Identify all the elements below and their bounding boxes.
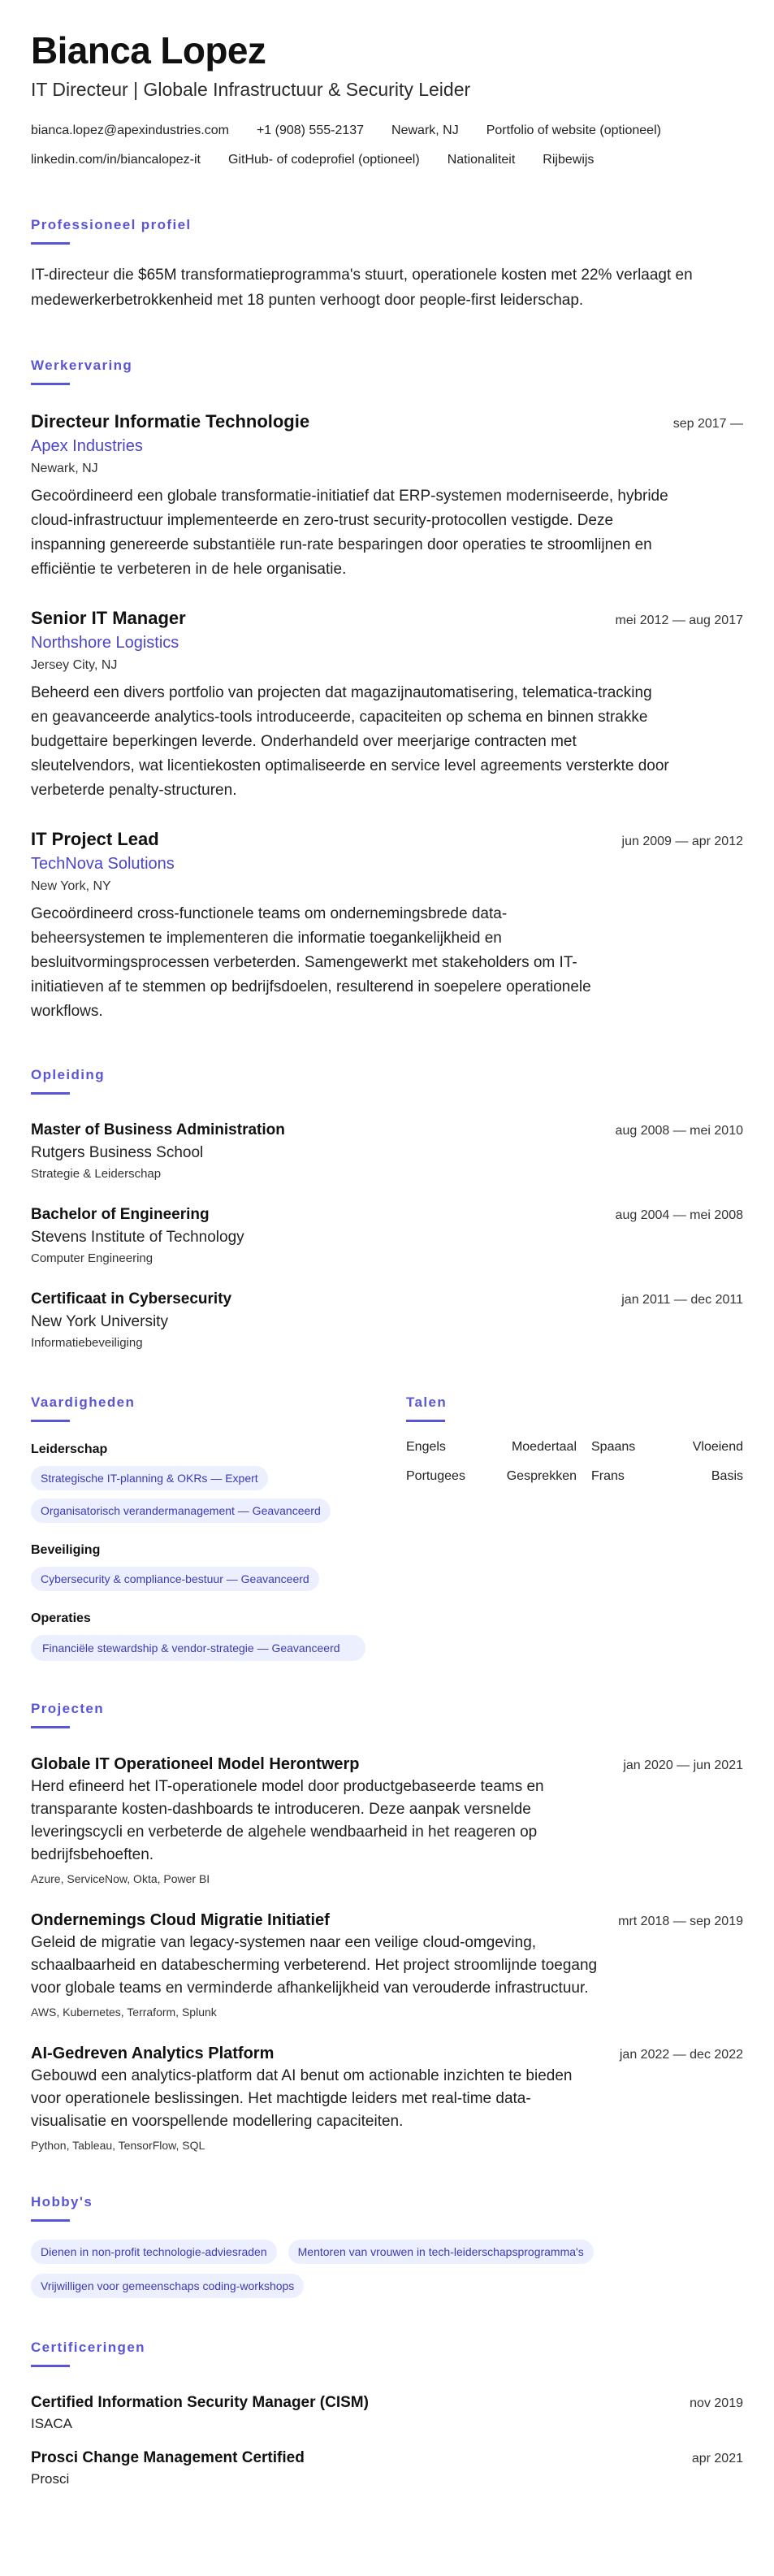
job-description: Beheerd een divers portfolio van projecten dat magazijnautomatisering, telematica-tracking en geavanceerde analytics-tools introduceerde, capaciteiten op schema en binnen strakke budgettaire beperkingen leverde. Onderhandeld over meerjarige contracten met sleutelvendors, wat licentiekosten optimaliseerde en service level agreements versterkte door verbeterde penalty-structuren. [31, 684, 669, 799]
job-company: Apex Industries [31, 437, 143, 455]
job-title: Senior IT Manager [31, 608, 186, 628]
section-title-languages: Talen [406, 1394, 448, 1410]
project-description: Geleid de migratie van legacy-systemen naar een veilige cloud-omgeving, schaalbaarheid en databescherming verbeterend. Het project stroomlijnde toegang voor globale teams en verminderde afhankelijkheid van verouderde infrastructuur. [31, 1934, 598, 1997]
education-section [31, 1066, 743, 1353]
section-divider [31, 1420, 70, 1422]
profile-section [31, 216, 743, 313]
job-title: IT Project Lead [31, 829, 159, 849]
contact-github[interactable]: GitHub- of codeprofiel (optioneel) [228, 153, 420, 167]
job-location: Jersey City, NJ [31, 658, 118, 672]
language-name: Portugees [406, 1469, 465, 1483]
job-location: New York, NY [31, 879, 111, 893]
job-company: Northshore Logistics [31, 634, 179, 652]
job-company: TechNova Solutions [31, 855, 175, 873]
language-level: Basis [711, 1469, 743, 1483]
language-level: Vloeiend [692, 1440, 743, 1454]
skill-group-title: Leiderschap [31, 1442, 108, 1456]
project-title: AI-Gedreven Analytics Platform [31, 2045, 275, 2062]
project-entry [31, 1753, 743, 1888]
section-divider [31, 2219, 70, 2222]
section-divider [31, 1726, 70, 1728]
skill-chips [31, 1567, 406, 1591]
project-tech: Azure, ServiceNow, Okta, Power BI [31, 1872, 210, 1885]
language-name: Spaans [591, 1440, 636, 1454]
hobby-chip: Mentoren van vrouwen in tech-leiderschapsprogramma's [288, 2240, 594, 2264]
contact-info [31, 119, 762, 172]
education-entry [31, 1119, 743, 1184]
project-tech: AWS, Kubernetes, Terraform, Splunk [31, 2006, 217, 2019]
section-title-education: Opleiding [31, 1067, 105, 1082]
candidate-name: Bianca Lopez [31, 29, 266, 72]
contact-portfolio[interactable]: Portfolio of website (optioneel) [486, 124, 661, 137]
resume-header [31, 28, 743, 172]
project-title: Ondernemings Cloud Migratie Initiatief [31, 1911, 330, 1929]
skill-chips [31, 1635, 406, 1661]
language-name: Frans [591, 1469, 625, 1483]
section-title-certifications: Certificeringen [31, 2340, 145, 2355]
project-entry [31, 1909, 743, 2021]
contact-location: Newark, NJ [391, 124, 459, 137]
education-date: jan 2011 — dec 2011 [621, 1293, 743, 1307]
job-entry [31, 827, 743, 1024]
languages-list [406, 1440, 743, 1484]
job-date: mei 2012 — aug 2017 [615, 614, 743, 627]
certification-entry [31, 2392, 743, 2434]
languages-section [406, 1394, 743, 1661]
skill-group [31, 1440, 406, 1523]
section-title-experience: Werkervaring [31, 358, 133, 373]
certification-issuer: Prosci [31, 2471, 70, 2487]
experience-section [31, 357, 743, 1024]
job-date: jun 2009 — apr 2012 [621, 835, 743, 848]
section-title-profile: Professioneel profiel [31, 217, 192, 232]
section-divider [406, 1420, 445, 1422]
education-field: Computer Engineering [31, 1251, 154, 1265]
contact-linkedin[interactable]: linkedin.com/in/biancalopez-it [31, 153, 201, 167]
project-title: Globale IT Operationeel Model Herontwerp [31, 1755, 360, 1773]
section-divider [31, 2365, 70, 2367]
job-date: sep 2017 — [672, 417, 743, 431]
project-tech: Python, Tableau, TensorFlow, SQL [31, 2139, 205, 2152]
certification-entry [31, 2447, 743, 2489]
certification-date: apr 2021 [691, 2452, 743, 2465]
education-field: Strategie & Leiderschap [31, 1167, 162, 1181]
project-description: Herd efineerd het IT-operationele model door productgebaseerde teams en transparante kosten-dashboards te introduceren. Deze aanpak versnelde leveringscycli en verbeterde de algehele wendbaarheid in het reageren op bedrijfsbehoeften. [31, 1778, 544, 1863]
job-description: Gecoördineerd een globale transformatie-initiatief dat ERP-systemen moderniseerde, hybride cloud-infrastructuur implementeerde en zero-trust security-protocollen vestigde. Deze inspanning genereerde substantiële run-rate besparingen door operaties te stroomlijnen en efficiëntie te verbeteren in de hele organisatie. [31, 488, 668, 578]
section-divider [31, 1092, 70, 1095]
skill-group-title: Beveiliging [31, 1543, 101, 1557]
education-school: Rutgers Business School [31, 1144, 204, 1161]
section-title-hobbies: Hobby's [31, 2194, 93, 2210]
section-divider [31, 242, 70, 245]
project-date: jan 2020 — jun 2021 [623, 1759, 743, 1772]
project-description: Gebouwd een analytics-platform dat AI benut om actionable inzichten te bieden voor operationele beslissingen. Het machtigde leiders met real-time data-visualisatie en voorspellende modellering capaciteiten. [31, 2067, 573, 2130]
contact-email[interactable]: bianca.lopez@apexindustries.com [31, 124, 229, 137]
profile-summary: IT-directeur die $65M transformatieprogramma's stuurt, operationele kosten met 22% verlaagt en medewerkerbetrokkenheid met 18 punten verhoogt door people-first leiderschap. [31, 267, 693, 309]
skills-languages-row [31, 1394, 743, 1661]
skill-chip: Cybersecurity & compliance-bestuur — Geavanceerd [31, 1567, 319, 1591]
contact-nationality: Nationaliteit [447, 153, 516, 167]
education-degree: Bachelor of Engineering [31, 1206, 210, 1223]
skill-chip: Financiële stewardship & vendor-strategie — Geavanceerd [31, 1635, 365, 1661]
hobby-chip: Vrijwilligen voor gemeenschaps coding-workshops [31, 2274, 304, 2298]
education-school: Stevens Institute of Technology [31, 1229, 244, 1246]
certification-name: Prosci Change Management Certified [31, 2449, 305, 2466]
language-name: Engels [406, 1440, 446, 1454]
hobby-chip: Dienen in non-profit technologie-adviesraden [31, 2240, 277, 2264]
certification-date: nov 2019 [690, 2396, 743, 2410]
education-date: aug 2004 — mei 2008 [615, 1208, 743, 1222]
section-divider [31, 383, 70, 385]
skill-group [31, 1609, 406, 1661]
certification-issuer: ISACA [31, 2416, 73, 2431]
job-entry [31, 606, 743, 803]
section-title-projects: Projecten [31, 1701, 105, 1716]
candidate-title: IT Directeur | Globale Infrastructuur & Security Leider [31, 79, 471, 100]
job-description: Gecoördineerd cross-functionele teams om ondernemingsbrede data-beheersystemen te implementeren die informatie toegankelijkheid en besluitvormingsprocessen verbeterden. Samengewerkt met stakeholders om IT-initiatieven af te stemmen op bedrijfsdoelen, resulterend in soepelere operationele workflows. [31, 905, 591, 1020]
skills-section [31, 1394, 406, 1661]
education-school: New York University [31, 1313, 168, 1330]
project-entry [31, 2042, 743, 2154]
skill-chips [31, 1466, 406, 1523]
job-title: Directeur Informatie Technologie [31, 411, 310, 432]
projects-section [31, 1700, 743, 2154]
skill-chip: Organisatorisch verandermanagement — Geavanceerd [31, 1498, 331, 1523]
education-entry [31, 1203, 743, 1268]
language-level: Gesprekken [506, 1469, 577, 1483]
language-level: Moedertaal [511, 1440, 577, 1454]
contact-license: Rijbewijs [543, 153, 595, 167]
skill-chip: Strategische IT-planning & OKRs — Expert [31, 1466, 268, 1490]
education-degree: Certificaat in Cybersecurity [31, 1290, 232, 1308]
certification-name: Certified Information Security Manager (CISM) [31, 2394, 369, 2411]
hobby-chips [31, 2240, 729, 2298]
education-date: aug 2008 — mei 2010 [615, 1124, 743, 1138]
skill-group-title: Operaties [31, 1611, 91, 1625]
project-date: jan 2022 — dec 2022 [619, 2048, 743, 2062]
certifications-section [31, 2339, 743, 2489]
project-date: mrt 2018 — sep 2019 [618, 1915, 743, 1928]
hobbies-section [31, 2193, 743, 2298]
section-title-skills: Vaardigheden [31, 1394, 136, 1410]
contact-phone[interactable]: +1 (908) 555-2137 [256, 124, 365, 137]
education-entry [31, 1288, 743, 1353]
job-entry [31, 410, 743, 582]
education-field: Informatiebeveiliging [31, 1336, 143, 1350]
education-degree: Master of Business Administration [31, 1121, 285, 1138]
job-location: Newark, NJ [31, 462, 98, 475]
skill-group [31, 1541, 406, 1591]
